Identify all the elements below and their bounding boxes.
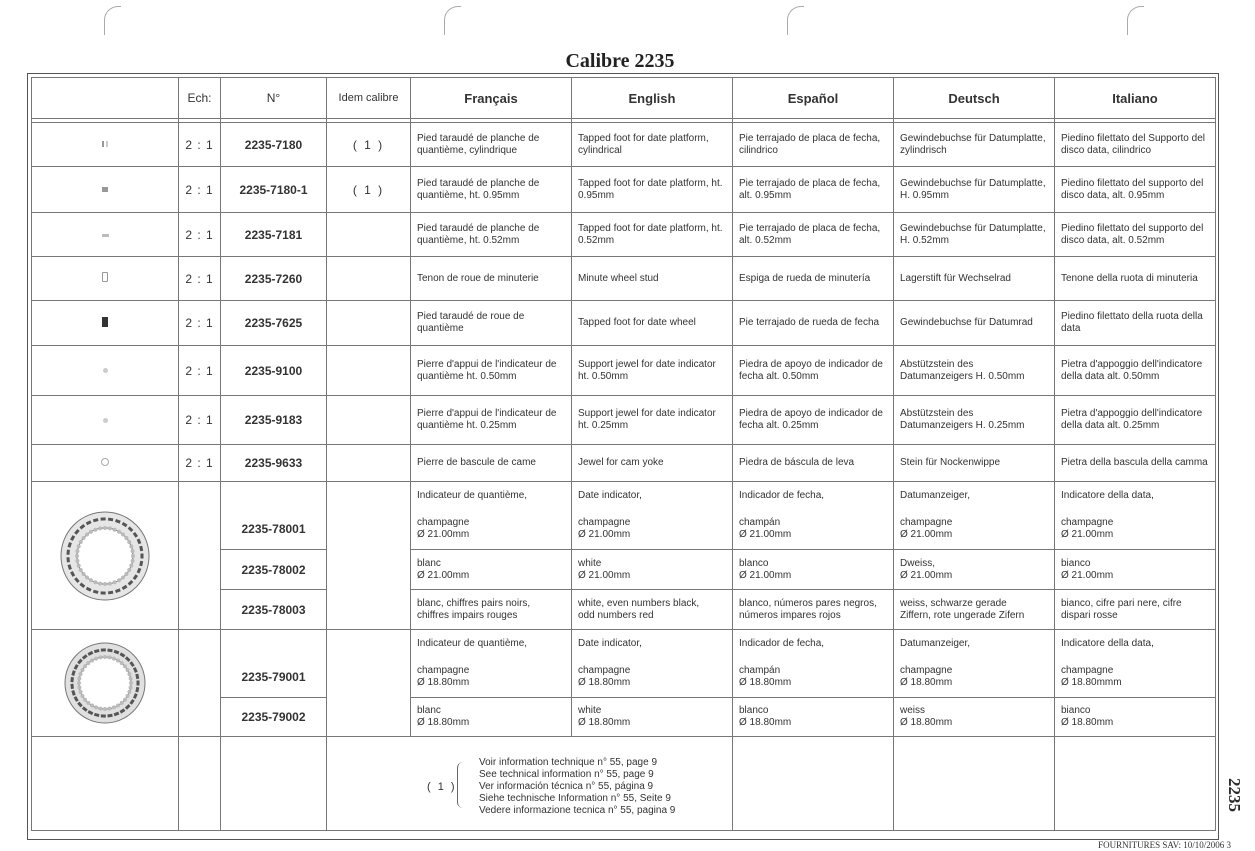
part-image <box>32 301 179 346</box>
desc-de-text: Stein für Nockenwippe <box>900 457 1001 468</box>
header-number: N° <box>221 78 327 119</box>
header-image <box>32 78 179 119</box>
desc-es <box>733 698 894 737</box>
desc-it <box>1055 510 1216 550</box>
desc-de-text: Lagerstift für Wechselrad <box>900 272 1011 284</box>
header-spanish: Español <box>733 78 894 119</box>
desc-de <box>894 396 1055 445</box>
scale-cell: 2 : 1 <box>179 445 221 482</box>
desc-en-text: Tapped foot for date platform, ht. 0.95mm <box>578 177 723 201</box>
group-head-fr-text: Indicateur de quantième, <box>417 637 528 649</box>
scale-cell: 2 : 1 <box>179 346 221 396</box>
desc-es <box>733 123 894 167</box>
desc-fr <box>411 213 572 257</box>
footnote-line: See technical information n° 55, page 9 <box>479 769 654 780</box>
desc-de-text: weiss Ø 18.80mm <box>900 705 953 728</box>
desc-de-text: Abstützstein des Datumanzeigers H. 0.50mm <box>900 358 1025 382</box>
desc-de-text: Abstützstein des Datumanzeigers H. 0.25mm <box>900 408 1025 431</box>
desc-en <box>572 590 733 630</box>
header-row <box>32 78 1216 119</box>
desc-de <box>894 123 1055 167</box>
footnote-empty <box>1055 737 1216 831</box>
part-number: 2235-9633 <box>221 445 327 482</box>
footnote-empty <box>179 737 221 831</box>
group-head-en-text: Date indicator, <box>578 637 642 649</box>
desc-de <box>894 698 1055 737</box>
part-row <box>32 213 1216 257</box>
desc-de <box>894 550 1055 590</box>
part-image <box>32 346 179 396</box>
desc-fr <box>411 167 572 213</box>
desc-es <box>733 445 894 482</box>
desc-it <box>1055 698 1216 737</box>
desc-fr <box>411 396 572 445</box>
desc-es <box>733 658 894 698</box>
desc-de-text: champagne Ø 21.00mm <box>900 517 953 541</box>
desc-en <box>572 257 733 301</box>
desc-it-text: bianco Ø 18.80mm <box>1061 705 1114 728</box>
desc-en-text: white Ø 18.80mm <box>578 705 631 728</box>
desc-en-text: champagne Ø 18.80mm <box>578 665 631 689</box>
desc-en-text: white Ø 21.00mm <box>578 557 631 581</box>
desc-es <box>733 301 894 346</box>
desc-it <box>1055 658 1216 698</box>
desc-it <box>1055 213 1216 257</box>
desc-en <box>572 510 733 550</box>
desc-fr-text: Pied taraudé de roue de quantième <box>417 311 525 334</box>
desc-en <box>572 445 733 482</box>
desc-it-text: champagne Ø 18.80mmm <box>1061 665 1122 689</box>
punch-hole-4 <box>1127 6 1144 35</box>
part-number-empty <box>221 630 327 658</box>
part-number: 2235-9100 <box>221 346 327 396</box>
desc-it <box>1055 123 1216 167</box>
desc-en-text: Jewel for cam yoke <box>578 457 664 468</box>
desc-es-text: champán Ø 18.80mm <box>739 665 792 689</box>
desc-es <box>733 167 894 213</box>
group-head-it-text: Indicatore della data, <box>1061 489 1154 501</box>
scale-cell: 2 : 1 <box>179 396 221 445</box>
desc-fr-text: Pierre de bascule de came <box>417 457 536 468</box>
desc-fr-text: champagne Ø 21.00mm <box>417 517 470 541</box>
desc-de <box>894 213 1055 257</box>
part-row <box>32 396 1216 445</box>
desc-fr-text: blanc Ø 21.00mm <box>417 557 470 581</box>
idem-cell <box>327 301 411 346</box>
side-page-number: 2235 <box>1225 778 1244 812</box>
part-image <box>32 167 179 213</box>
idem-cell <box>327 445 411 482</box>
scale-cell: 2 : 1 <box>179 213 221 257</box>
idem-cell <box>327 346 411 396</box>
desc-es <box>733 550 894 590</box>
desc-it <box>1055 167 1216 213</box>
desc-it-text: Piedino filettato del supporto del disco data, alt. 0.52mm <box>1061 222 1204 246</box>
desc-de <box>894 301 1055 346</box>
desc-en-text: Tapped foot for date platform, ht. 0.52mm <box>578 222 723 246</box>
desc-fr-text: Pierre d'appui de l'indicateur de quantième ht. 0.25mm <box>417 408 557 431</box>
part-number: 2235-7180-1 <box>221 167 327 213</box>
idem-cell: ( 1 ) <box>327 123 411 167</box>
desc-en <box>572 167 733 213</box>
part-number: 2235-9183 <box>221 396 327 445</box>
part-image <box>32 213 179 257</box>
part-row <box>32 346 1216 396</box>
part-number: 2235-78003 <box>221 590 327 630</box>
desc-it-text: Tenone della ruota di minuteria <box>1061 272 1198 284</box>
desc-it-text: Pietra d'appoggio dell'indicatore della data alt. 0.25mm <box>1061 408 1203 431</box>
part-number: 2235-7260 <box>221 257 327 301</box>
desc-en <box>572 346 733 396</box>
desc-es-text: Pie terrajado de rueda de fecha <box>739 317 880 328</box>
part-number-empty <box>221 482 327 510</box>
desc-fr <box>411 346 572 396</box>
part-image <box>32 445 179 482</box>
desc-en-text: Support jewel for date indicator ht. 0.50mm <box>578 358 716 382</box>
part-row <box>32 445 1216 482</box>
part-number: 2235-78001 <box>221 510 327 550</box>
desc-fr-text: Tenon de roue de minuterie <box>417 272 539 284</box>
scale-cell: 2 : 1 <box>179 257 221 301</box>
desc-de-text: weiss, schwarze gerade Ziffern, rote ungerade Zifern <box>900 597 1025 621</box>
desc-fr-text: Pied taraudé de planche de quantième, ht. 0.52mm <box>417 222 540 246</box>
group-head-fr <box>411 482 572 510</box>
desc-fr <box>411 445 572 482</box>
part-number: 2235-79002 <box>221 698 327 737</box>
desc-de <box>894 346 1055 396</box>
desc-de-text: Gewindebuchse für Datumplatte, H. 0.52mm <box>900 222 1046 246</box>
desc-en <box>572 698 733 737</box>
idem-cell <box>327 257 411 301</box>
desc-de <box>894 445 1055 482</box>
footnote-lines <box>479 757 675 817</box>
group-head-fr <box>411 630 572 658</box>
group-head-fr-text: Indicateur de quantième, <box>417 489 528 501</box>
header-ech: Ech: <box>179 78 221 119</box>
desc-de-text: champagne Ø 18.80mm <box>900 665 953 689</box>
group-head-row <box>32 482 1216 510</box>
desc-es-text: blanco Ø 18.80mm <box>739 705 792 728</box>
desc-it-text: Piedino filettato della ruota della data <box>1061 311 1203 334</box>
desc-fr-text: Pied taraudé de planche de quantième, cylindrique <box>417 132 540 156</box>
group-head-row <box>32 630 1216 658</box>
footnote-empty <box>221 737 327 831</box>
desc-de <box>894 257 1055 301</box>
scale-cell: 2 : 1 <box>179 167 221 213</box>
desc-es-text: Espiga de rueda de minutería <box>739 272 871 284</box>
idem-cell <box>327 630 411 737</box>
date-indicator-dial-small <box>32 630 179 737</box>
desc-fr-text: blanc, chiffres pairs noirs, chiffres impairs rouges <box>417 597 531 621</box>
desc-fr-text: champagne Ø 18.80mm <box>417 665 470 689</box>
desc-fr <box>411 550 572 590</box>
desc-fr <box>411 698 572 737</box>
group-head-de-text: Datumanzeiger, <box>900 637 971 649</box>
desc-en <box>572 301 733 346</box>
desc-es-text: champán Ø 21.00mm <box>739 517 792 541</box>
idem-cell <box>327 482 411 630</box>
punch-hole-3 <box>787 6 804 35</box>
footnote-empty <box>894 737 1055 831</box>
desc-fr <box>411 658 572 698</box>
desc-it-text: bianco Ø 21.00mm <box>1061 557 1114 581</box>
part-number: 2235-7180 <box>221 123 327 167</box>
desc-fr <box>411 590 572 630</box>
desc-es <box>733 346 894 396</box>
desc-it <box>1055 257 1216 301</box>
part-image <box>32 123 179 167</box>
desc-es-text: blanco, números pares negros, números impares rojos <box>739 597 877 621</box>
part-image <box>32 396 179 445</box>
parts-table <box>31 77 1216 831</box>
desc-it <box>1055 346 1216 396</box>
desc-es-text: Piedra de apoyo de indicador de fecha alt. 0.50mm <box>739 358 883 382</box>
footnote-line: Siehe technische Information n° 55, Seite 9 <box>479 793 671 804</box>
header-french: Français <box>411 78 572 119</box>
group-head-it-text: Indicatore della data, <box>1061 637 1154 649</box>
desc-it-text: Pietra d'appoggio dell'indicatore della data alt. 0.50mm <box>1061 358 1203 382</box>
part-row <box>32 123 1216 167</box>
desc-de <box>894 510 1055 550</box>
idem-cell: ( 1 ) <box>327 167 411 213</box>
desc-fr-text: Pierre d'appui de l'indicateur de quantième ht. 0.50mm <box>417 358 557 382</box>
group-head-en <box>572 630 733 658</box>
footnote-line: Voir information technique n° 55, page 9 <box>479 757 658 768</box>
idem-cell <box>327 213 411 257</box>
desc-it-text: Pietra della bascula della camma <box>1061 457 1208 468</box>
footnote-empty <box>733 737 894 831</box>
part-row <box>32 257 1216 301</box>
footnote-mark: ( 1 ) <box>427 781 457 793</box>
group-head-it <box>1055 482 1216 510</box>
desc-de-text: Dweiss, Ø 21.00mm <box>900 557 953 581</box>
desc-en-text: Minute wheel stud <box>578 272 659 284</box>
desc-es <box>733 590 894 630</box>
footnote-empty <box>32 737 179 831</box>
desc-es-text: blanco Ø 21.00mm <box>739 557 792 581</box>
date-indicator-dial-large <box>32 482 179 630</box>
footnote-line: Ver información técnica n° 55, página 9 <box>479 781 654 792</box>
desc-it <box>1055 445 1216 482</box>
footnote-row <box>32 737 1216 831</box>
desc-fr <box>411 301 572 346</box>
page-title: Calibre 2235 <box>565 50 675 72</box>
scale-cell: 2 : 1 <box>179 301 221 346</box>
desc-fr-text: blanc Ø 18.80mm <box>417 705 470 728</box>
desc-it-text: Piedino filettato del supporto del disco data, alt. 0.95mm <box>1061 177 1204 201</box>
punch-hole-1 <box>104 6 121 35</box>
desc-de-text: Gewindebuchse für Datumplatte, zylindrisch <box>900 132 1046 156</box>
desc-it <box>1055 550 1216 590</box>
scale-cell <box>179 630 221 737</box>
desc-es <box>733 257 894 301</box>
header-english: English <box>572 78 733 119</box>
part-number: 2235-7625 <box>221 301 327 346</box>
group-head-de-text: Datumanzeiger, <box>900 489 971 501</box>
punch-hole-2 <box>444 6 461 35</box>
desc-en-text: white, even numbers black, odd numbers red <box>578 597 700 621</box>
desc-it-text: champagne Ø 21.00mm <box>1061 517 1114 541</box>
desc-es-text: Pie terrajado de placa de fecha, alt. 0.95mm <box>739 177 881 201</box>
part-row <box>32 301 1216 346</box>
desc-es <box>733 213 894 257</box>
desc-de-text: Gewindebuchse für Datumplatte, H. 0.95mm <box>900 177 1046 201</box>
idem-cell <box>327 396 411 445</box>
desc-es-text: Piedra de apoyo de indicador de fecha alt. 0.25mm <box>739 408 883 431</box>
header-german: Deutsch <box>894 78 1055 119</box>
desc-fr <box>411 510 572 550</box>
desc-en <box>572 550 733 590</box>
desc-en-text: champagne Ø 21.00mm <box>578 517 631 541</box>
desc-en <box>572 658 733 698</box>
desc-it-text: bianco, cifre pari nere, cifre dispari rosse <box>1061 597 1182 621</box>
footnote-line: Vedere informazione tecnica n° 55, pagina 9 <box>479 805 676 816</box>
desc-en <box>572 213 733 257</box>
desc-de-text: Gewindebuchse für Datumrad <box>900 317 1033 328</box>
scale-cell <box>179 482 221 630</box>
group-head-it <box>1055 630 1216 658</box>
desc-en <box>572 123 733 167</box>
group-head-es <box>733 630 894 658</box>
header-idem: Idem calibre <box>327 78 411 119</box>
desc-fr-text: Pied taraudé de planche de quantième, ht. 0.95mm <box>417 177 540 201</box>
group-head-es-text: Indicador de fecha, <box>739 637 825 649</box>
desc-en-text: Support jewel for date indicator ht. 0.25mm <box>578 408 716 431</box>
desc-it <box>1055 301 1216 346</box>
group-head-en <box>572 482 733 510</box>
desc-fr <box>411 123 572 167</box>
footer-note: FOURNITURES SAV: 10/10/2006 3 <box>1098 840 1231 850</box>
header-italian: Italiano <box>1055 78 1216 119</box>
desc-es-text: Pie terrajado de placa de fecha, cilindrico <box>739 132 881 156</box>
part-number: 2235-7181 <box>221 213 327 257</box>
group-head-en-text: Date indicator, <box>578 489 642 501</box>
desc-en-text: Tapped foot for date platform, cylindrical <box>578 132 709 156</box>
group-head-de <box>894 630 1055 658</box>
desc-en-text: Tapped foot for date wheel <box>578 317 696 328</box>
part-number: 2235-78002 <box>221 550 327 590</box>
part-row <box>32 167 1216 213</box>
footnote-brace <box>457 762 464 808</box>
desc-es <box>733 396 894 445</box>
desc-it <box>1055 396 1216 445</box>
part-image <box>32 257 179 301</box>
desc-es-text: Piedra de báscula de leva <box>739 457 855 468</box>
desc-de <box>894 658 1055 698</box>
group-head-es-text: Indicador de fecha, <box>739 489 825 501</box>
desc-es-text: Pie terrajado de placa de fecha, alt. 0.52mm <box>739 222 881 246</box>
scale-cell: 2 : 1 <box>179 123 221 167</box>
desc-it-text: Piedino filettato del Supporto del disco data, cilindrico <box>1061 132 1205 156</box>
group-head-es <box>733 482 894 510</box>
desc-de <box>894 590 1055 630</box>
group-head-de <box>894 482 1055 510</box>
desc-it <box>1055 590 1216 630</box>
desc-de <box>894 167 1055 213</box>
desc-en <box>572 396 733 445</box>
desc-es <box>733 510 894 550</box>
footnote-cell <box>327 737 733 831</box>
desc-fr <box>411 257 572 301</box>
part-number: 2235-79001 <box>221 658 327 698</box>
